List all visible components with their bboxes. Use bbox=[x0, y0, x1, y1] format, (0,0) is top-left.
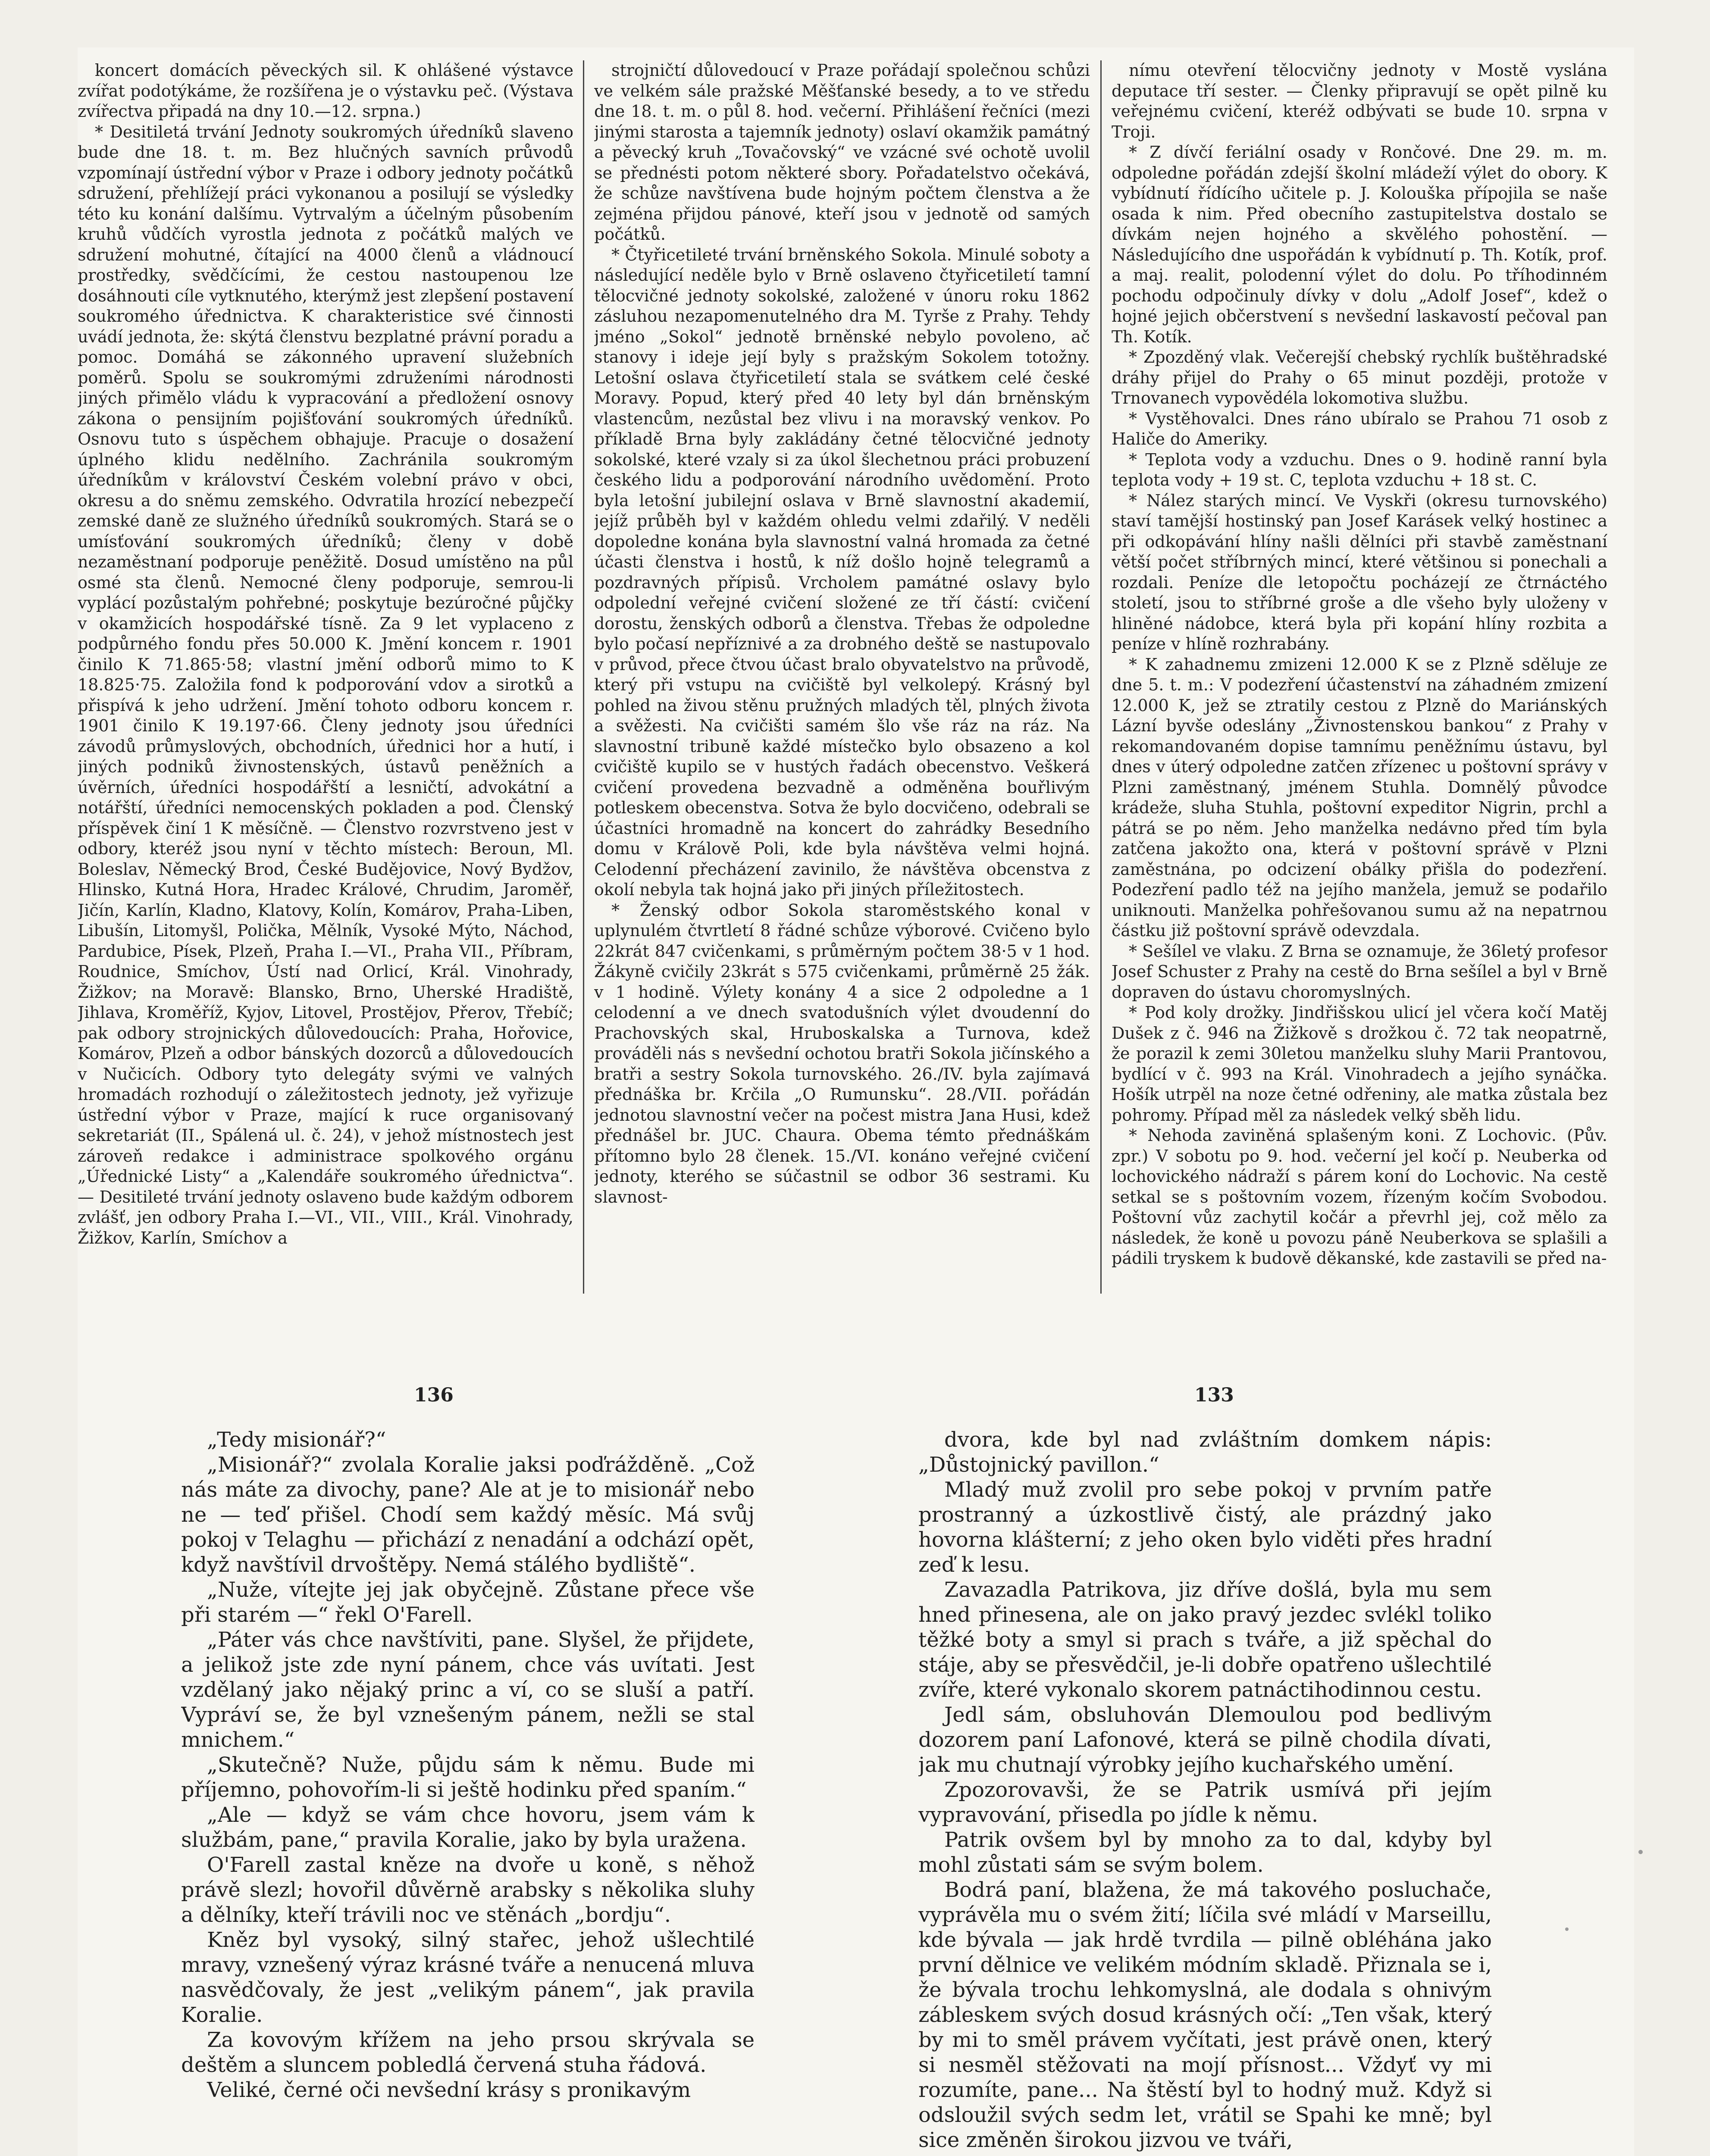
page-number-left: 136 bbox=[414, 1384, 454, 1406]
news-paragraph: * Desitiletá trvání Jednoty soukromých úředníků slaveno bude dne 18. t. m. Bez hlučných savních průvodů vzpomínají ústřední výbor v Praze i odbory jednoty počátků sdružení, přehlížejí práci vykonanou a posilují se výsledky této ku konání dalšímu. Vytrvalým a účelným působením kruhů vůdčích vyrostla jednota z počátků malých ve sdružení mohutné, čítající na 4000 členů a vládnoucí prostředky, svědčícími, že cestou nastoupenou lze dosáhnouti cíle vytknutého, kterýmž jest zlepšení postavení soukromého úřednictva. K charakteristice své činnosti uvádí jednota, že: skýtá členstvu bezplatné právní poradu a pomoc. Domáhá se zákonného upravení služebních poměrů. Spolu se soukromými združeními národnosti jiných přimělo vládu k vypracování a předložení osnovy zákona o pensijním pojišťování soukromých úředníků. Osnovu tuto s úspěchem obhajuje. Pracuje o dosažení úplného klidu nedělního. Zachránila soukromým úředníkům v království Českém volební právo v obci, okresu a do sněmu zemského. Odvratila hrozící nebezpečí zemské daně ze služného úředníků soukromých. Stará se o umísťování soukromých úředníků; členy v době nezaměstnaní podporuje peněžitě. Dosud umístěno na půl osmé sta členů. Nemocné členy podporuje, semrou-li vyplácí pozůstalým pohřebné; poskytuje bezúročné půjčky v okamžicích hospodářské tísně. Za 9 let vyplaceno z podpůrného fondu přes 50.000 K. Jmění koncem r. 1901 činilo K 71.865·58; vlastní jmění odborů mimo to K 18.825·75. Založila fond k podporování vdov a sirotků a přispívá k jeho udržení. Jmění tohoto odboru koncem r. 1901 činilo K 19.197·66. Členy jednoty jsou úředníci závodů průmyslových, obchodních, úřednici hor a hutí, i jiných podniků živnostenských, ústavů peněžních a úvěrních, úředníci hospodářští a lesničtí, advokátní a notářští, úředníci nemocenských pokladen a pod. Členský příspěvek činí 1 K měsíčně. — Členstvo rozvrstveno jest v odbory, kteréž jsou nyní v těchto místech: Beroun, Ml. Boleslav, Německý Brod, České Budějovice, Nový Bydžov, Hlinsko, Kutná Hora, Hradec Králové, Chrudim, Jaroměř, Jičín, Karlín, Kladno, Klatovy, Kolín, Komárov, Praha-Liben, Libušín, Litomyšl, Polička, Mělník, Vysoké Mýto, Náchod, Pardubice, Písek, Plzeň, Praha I.—VI., Praha VII., Příbram, Roudnice, Smíchov, Ústí nad Orlicí, Král. Vinohrady, Žižkov; na Moravě: Blansko, Brno, Uherské Hradiště, Jihlava, Kroměříž, Kyjov, Litovel, Prostějov, Přerov, Třebíč; pak odbory strojnických důlovedoucích: Praha, Hořovice, Komárov, Plzeň a odbor bánských dozorců a důlovedoucích v Nučicích. Odbory tyto delegáty svými ve valných hromadách rozhodují o záležitostech jednoty, jež vyřizuje ústřední výbor v Praze, mající k ruce organisovaný sekretariát (II., Spálená ul. č. 24), v jehož místnostech jest zároveň redakce i administrace spolkového orgánu „Úřednické Listy“ a „Kalendáře soukromého úřednictva“. — Desitileté trvání jednoty oslaveno bude každým odborem zvlášť, jen odbory Praha I.—VI., VII., VIII., Král. Vinohrady, Žižkov, Karlín, Smíchov a bbox=[78, 122, 573, 1247]
novel-column-left bbox=[181, 1427, 755, 2156]
novel-paragraph: „Tedy misionář?“ bbox=[207, 1428, 386, 1452]
news-paragraph: * Sešílel ve vlaku. Z Brna se oznamuje, že 36letý profesor Josef Schuster z Prahy na cestě do Brna sešílel a byl v Brně dopraven do ústavu choromyslných. bbox=[1112, 941, 1607, 1002]
novel-paragraph: Mladý muž zvolil pro sebe pokoj v prvním patře prostranný a úzkostlivě čistý, ale prázdný jako hovorna klášterní; z jeho oken bylo viděti přes hradní zeď k lesu. bbox=[918, 1478, 1492, 1577]
novel-paragraph: „Skutečně? Nuže, půjdu sám k němu. Bude mi příjemno, pohovořím-li si ještě hodinku před spaním.“ bbox=[181, 1753, 755, 1802]
news-paragraph: koncert domácích pěveckých sil. K ohlášené výstavce zvířat podotýkáme, že rozšířena je o výstavku peč. (Výstava zvířectva připadá na dny 10.—12. srpna.) bbox=[78, 61, 573, 121]
novel-paragraph: „Páter vás chce navštíviti, pane. Slyšel, že přijdete, a jelikož jste zde nyní pánem, chce vás uvítati. Jest vzdělaný jako nějaký princ a ví, co se sluší a patří. Vypráví se, že byl vznešeným pánem, nežli se stal mnichem.“ bbox=[181, 1628, 755, 1752]
novel-paragraph: Za kovovým křížem na jeho prsou skrývala se deštěm a sluncem pobledlá červená stuha řádová. bbox=[181, 2028, 755, 2077]
novel-paragraph: Veliké, černé oči nevšední krásy s pronikavým bbox=[207, 2078, 691, 2102]
news-column-1 bbox=[78, 60, 573, 1302]
news-paragraph: nímu otevření tělocvičny jednoty v Mostě vyslána deputace tří sester. — Členky připravují se opět pilně ku veřejnému cvičení, kteréž odbývati se bude 10. srpna v Troji. bbox=[1112, 61, 1607, 141]
news-paragraph: * Čtyřicetileté trvání brněnského Sokola. Minulé soboty a následující neděle bylo v Brně oslaveno čtyřicetiletí tamní tělocvičné jednoty sokolské, založené v únoru roku 1862 zásluhou nezapomenutelného dra M. Tyrše z Prahy. Tehdy jméno „Sokol“ jednotě brněnské nebylo povoleno, ač stanovy i ideje její byly s pražským Sokolem totožny. Letošní oslava čtyřicetiletí stala se svátkem celé české Moravy. Popud, který před 40 lety byl dán brněnským vlastencům, nezůstal bez vlivu i na moravský venkov. Po příkladě Brna byly zakládány četné tělocvičné jednoty sokolské, které vzaly si za úkol šlechetnou práci probuzení českého lidu a podporování národního uvědomění. Proto byla letošní jubilejní oslava v Brně slavnostní akademií, jejíž průběh byl v každém ohledu velmi zdařilý. V neděli dopoledne konána byla slavnostní valná hromada za četné účasti členstva i hostů, k níž došlo hojně telegramů a pozdravných přípisů. Vrcholem památné oslavy bylo odpolední veřejné cvičení složené ze tří částí: cvičení dorostu, ženských odborů a členstva. Třebas že odpoledne bylo počasí nepříznivé a za drobného deště se nastupovalo v průvod, přece čtvou účast bralo obyvatelstvo na průvodě, který při vstupu na cvičiště byl velkolepý. Krásný byl pohled na živou stěnu pružných mladých těl, plných života a svěžesti. Na cvičišti samém šlo vše ráz na ráz. Na slavnostní tribuně každé místečko bylo obsazeno a kol cvičiště kupilo se v hustých řadách obecenstvo. Veškerá cvičení provedena bezvadně a odměněna bouřlivým potleskem obecenstva. Sotva že bylo docvičeno, odebrali se účastníci hromadně na koncert do zahrádky Besedního domu v Králově Poli, kde byla návštěva velmi hojná. Celodenní přecházení zavinilo, že návštěva obcenstva z okolí nebyla tak hojná jako při jiných příležitostech. bbox=[594, 245, 1090, 899]
novel-paragraph: O'Farell zastal kněze na dvoře u koně, s něhož právě slezl; hovořil důvěrně arabsky s několika sluhy a dělníky, kteří trávili noc ve stěnách „bordju“. bbox=[181, 1853, 755, 1927]
novel-paragraph: „Ale — když se vám chce hovoru, jsem vám k službám, pane,“ pravila Koralie, jako by byla uražena. bbox=[181, 1803, 755, 1852]
novel-paragraph: dvora, kde byl nad zvláštním domkem nápis: „Důstojnický pavillon.“ bbox=[918, 1428, 1492, 1477]
novel-paragraph: Jedl sám, obsluhován Dlemoulou pod bedlivým dozorem paní Lafonové, která se pilně chodila dívati, jak mu chutnají výrobky jejího kuchařského umění. bbox=[918, 1703, 1492, 1777]
novel-paragraph: „Misionář?“ zvolala Koralie jaksi poďrážděně. „Což nás máte za divochy, pane? Ale at je to misionář nebo ne — teď přišel. Chodí sem každý měsíc. Má svůj pokoj v Telaghu — přichází z nenadání a odchází opět, když navštívil drvoštěpy. Nemá stálého bydliště“. bbox=[181, 1453, 755, 1577]
novel-paragraph: Patrik ovšem byl by mnoho za to dal, kdyby byl mohl zůstati sám se svým bolem. bbox=[918, 1828, 1492, 1877]
newspaper-page bbox=[78, 47, 1634, 2156]
news-column-2 bbox=[594, 60, 1090, 1302]
novel-paragraph: Zpozorovavši, že se Patrik usmívá při jejím vypravování, přisedla po jídle k němu. bbox=[918, 1778, 1492, 1827]
news-paragraph: * Z dívčí feriální osady v Rončové. Dne 29. m. m. odpoledne pořádán zdejší školní mládeží výlet do obory. K vybídnutí řídícího učitele p. J. Kolouška přípojila se naše osada k nim. Před obecního zastupitelstva dostalo se dívkám nejen hojného a skvělého pohostění. — Následujícího dne uspořádán k vybídnutí p. Th. Kotík, prof. a maj. realit, polodenní výlet do dolu. Po tříhodinném pochodu odpočinuly dívky v dolu „Adolf Josef“, kdež o hojné jejich občerstvení s nevšední laskavostí pečoval pan Th. Kotík. bbox=[1112, 143, 1607, 346]
novel-paragraph: Zavazadla Patrikova, jiz dříve došlá, byla mu sem hned přinesena, ale on jako pravý jezdec svlékl toliko těžké boty a smyl si prach s tváře, a již spěchal do stáje, aby se přesvědčil, je-li dobře opatřeno ušlechtilé zvíře, které vykonalo skorem patnáctihodinnou cestu. bbox=[918, 1578, 1492, 1702]
column-rule bbox=[1100, 60, 1102, 1294]
print-speck bbox=[1638, 1850, 1643, 1854]
novel-paragraph: Bodrá paní, blažena, že má takového posluchače, vyprávěla mu o svém žití; líčila své mládí v Marseillu, kde bývala — jak hrdě tvrdila — pilně obléhána jako první dělnice ve velikém módním skladě. Přiznala se i, že bývala trochu lehkomyslná, ale dodala s ohnivým zábleskem svých dosud krásných očí: „Ten však, který by mi to směl právem vyčítati, jest právě onen, který si nesměl stěžovati na mojí přísnost... Vždyť vy mi rozumíte, pane... Na štěstí byl to hodný muž. Když si odsloužil svých sedm let, vrátil se Spahi ke mně; byl sice změněn širokou jizvou ve tváři, bbox=[918, 1878, 1492, 2152]
news-paragraph: * Pod koly drožky. Jindřišskou ulicí jel včera kočí Matěj Dušek z č. 946 na Žižkově s drožkou č. 72 tak neopatrně, že porazil k zemi 30letou manželku sluhy Marii Prantovou, bydlící v č. 993 na Král. Vinohradech a jejího synáčka. Hošík utrpěl na noze četné odřeniny, ale matka zůstala bez pohromy. Případ měl za následek velký sběh lidu. bbox=[1112, 1003, 1607, 1125]
page-number-right: 133 bbox=[1194, 1384, 1234, 1406]
news-paragraph: strojničtí důlovedoucí v Praze pořádají společnou schůzi ve velkém sále pražské Měšťanské besedy, a to ve středu dne 18. t. m. o půl 8. hod. večerní. Přihlášení řečníci (mezi jinými starosta a tajemník jednoty) oslaví okamžik památný a pěvecký kruh „Tovačovský“ ve vzácné své ochotě uvolil se přednésti potom některé sbory. Pořadatelstvo očekává, že schůze navštívena bude hojným počtem členstva a že zejména přijdou pánové, kteří jsou v jednotě od samých počátků. bbox=[594, 61, 1090, 244]
news-paragraph: * Nález starých mincí. Ve Vyskři (okresu turnovského) staví tamější hostinský pan Josef Karásek velký hostinec a při odkopávání hlíny našli dělníci při stavbě zaměstnaní větší počet stříbrných mincí, které většinou si ponechali a rozdali. Peníze dle letopočtu pocházejí ze čtrnáctého století, jsou to stříbrné groše a dle všeho byly uloženy v hliněné nádobce, která byla při kopání hlíny rozbita a peníze v hlíně rozhrabány. bbox=[1112, 491, 1607, 653]
novel-paragraph: „Nuže, vítejte jej jak obyčejně. Zůstane přece vše při starém —“ řekl O'Farell. bbox=[181, 1578, 755, 1627]
news-column-3 bbox=[1112, 60, 1607, 1302]
novel-column-right bbox=[918, 1427, 1492, 2156]
news-paragraph: * Zpozděný vlak. Večerejší chebský rychlík buštěhradské dráhy přijel do Prahy o 65 minut později, protože v Trnovanech vypovědéla lokomotiva službu. bbox=[1112, 348, 1607, 407]
news-paragraph: * Teplota vody a vzduchu. Dnes o 9. hodině ranní byla teplota vody + 19 st. C, teplota vzduchu + 18 st. C. bbox=[1112, 450, 1607, 489]
column-rule bbox=[583, 60, 584, 1294]
novel-paragraph: Kněz byl vysoký, silný stařec, jehož ušlechtilé mravy, vznešený výraz krásné tváře a nenucená mluva nasvědčovaly, že jest „velikým pánem“, jak pravila Koralie. bbox=[181, 1928, 755, 2027]
news-paragraph: * Ženský odbor Sokola staroměstského konal v uplynulém čtvrtletí 8 řádné schůze výborové. Cvičeno bylo 22krát 847 cvičenkami, s průměrným počtem 38·5 v 1 hod. Žákyně cvičily 23krát s 575 cvičenkami, průměrně 25 žák. v 1 hodině. Výlety konány 4 a sice 2 odpoledne a 1 celodenní a ve dnech svatodušních výlet dvoudenní do Prachovských skal, Hruboskalska a Turnova, kdež prováděli nás s nevšední ochotou bratři Sokola jičínského a bratři a sestry Sokola turnovského. 26./IV. byla zajímavá přednáška br. Krčila „O Rumunsku“. 28./VII. pořádán jednotou slavnostní večer na počest mistra Jana Husi, kdež přednášel br. JUC. Chaura. Obema témto přednáškám přítomno bylo 28 členek. 15./VI. konáno veřejné cvičení jednoty, kterého se súčastnil se odbor 36 sestrami. Ku slavnost- bbox=[594, 900, 1090, 1206]
news-paragraph: * Nehoda zaviněná splašeným koni. Z Lochovic. (Pův. zpr.) V sobotu po 9. hod. večerní jel kočí p. Neuberka od lochovického nádraží s párem koní do Lochovic. Na cestě setkal se s poštovním vozem, řízeným kočím Svobodou. Poštovní vůz zachytil kočár a převrhl jej, což mělo za následek, že koně u povozu páně Neuberkova se splašili a pádili tryskem k budově děkanské, kde zastavili se před na- bbox=[1112, 1126, 1607, 1268]
news-paragraph: * K zahadnemu zmizeni 12.000 K se z Plzně sděluje ze dne 5. t. m.: V podezření účastenství na záhadném zmizení 12.000 K, jež se ztratily cestou z Plzně do Mariánských Lázní byvše odeslány „Živnostenskou bankou“ z Prahy v rekomandovaném dopise tamnímu peněžnímu ústavu, byl dnes v úterý odpoledne zatčen zřízenec u poštovní správy v Plzni zaměstnaný, jménem Stuhla. Domnělý původce krádeže, sluha Stuhla, poštovní expeditor Nigrin, prchl a pátrá se po něm. Jeho manželka nedávno před tím byla zatčena jakožto ona, která v poštovní správě v Plzni zaměstnána, po odcizení obálky přišla do podezření. Podezření padlo též na jejího manžela, jemuž se podařilo uniknouti. Manželka pohřešovanou sumu až na nepatrnou částku již poštovní správě odevzdala. bbox=[1112, 655, 1607, 940]
print-speck bbox=[1565, 1927, 1569, 1931]
news-paragraph: * Vystěhovalci. Dnes ráno ubíralo se Prahou 71 osob z Haliče do Ameriky. bbox=[1112, 409, 1607, 448]
